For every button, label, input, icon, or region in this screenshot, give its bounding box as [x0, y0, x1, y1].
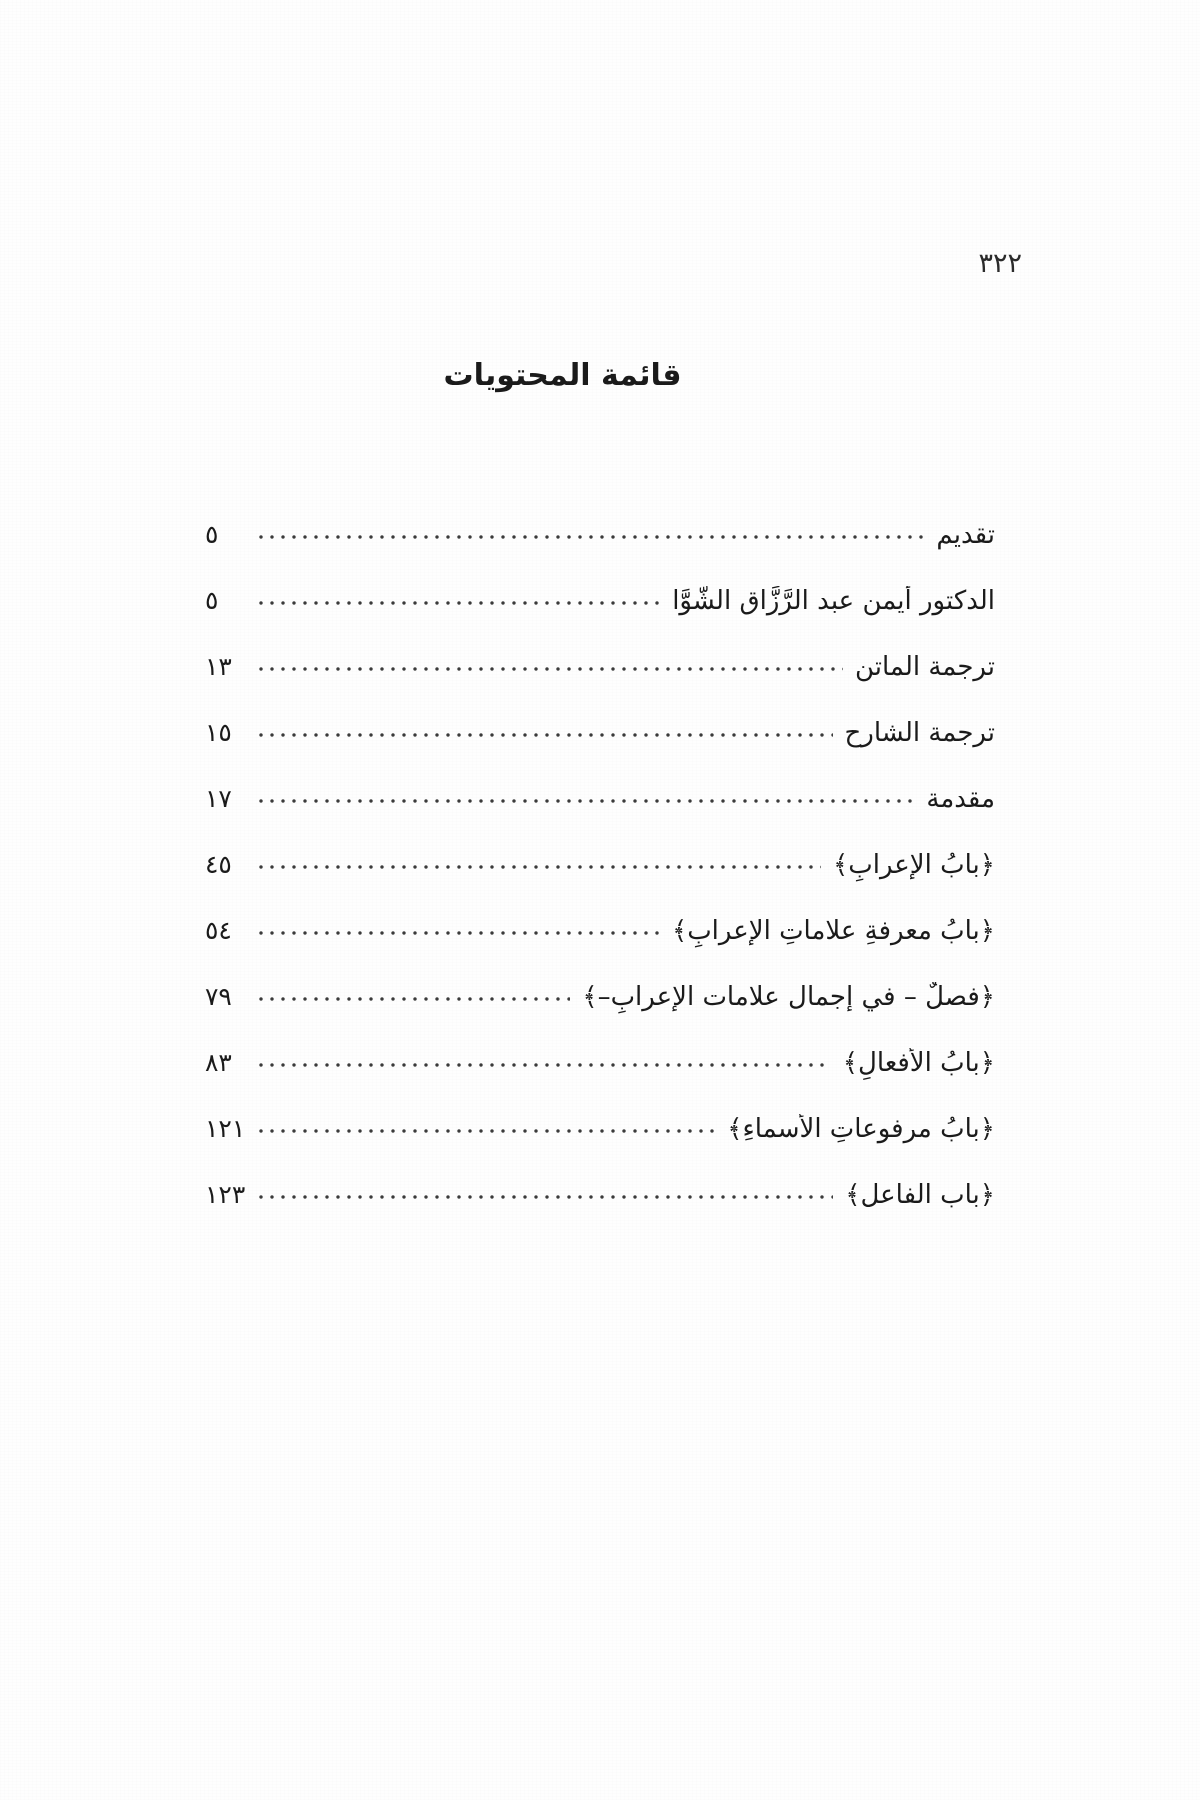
toc-entry[interactable]: [205, 652, 995, 718]
toc-entry-label: ﴿بابُ مرفوعاتِ الأسماءِ﴾: [727, 1114, 995, 1144]
toc-entry[interactable]: [205, 718, 995, 784]
table-of-contents-list: [205, 520, 995, 1246]
toc-entry-page-number: ٤٥: [205, 850, 232, 879]
toc-entry-label: ﴿بابُ الإعرابِ﴾: [833, 850, 995, 880]
toc-entry-page-number: ٥: [205, 520, 219, 549]
toc-dot-leader: [259, 791, 914, 807]
toc-entry-label: ﴿فصلٌ – في إجمال علامات الإعرابِ–﴾: [582, 982, 995, 1012]
toc-dot-leader: [259, 1121, 715, 1137]
toc-entry[interactable]: [205, 982, 995, 1048]
toc-entry-label: تقديم: [936, 520, 995, 550]
toc-entry-page-number: ١٢١: [205, 1114, 246, 1143]
toc-dot-leader: [259, 923, 660, 939]
toc-entry-label: ﴿بابُ الأفعالِ﴾: [842, 1048, 995, 1078]
toc-dot-leader: [259, 857, 821, 873]
page-title: قائمة المحتويات: [443, 358, 682, 393]
toc-entry-page-number: ٧٩: [205, 982, 232, 1011]
toc-entry-label: ﴿باب الفاعل﴾: [845, 1180, 995, 1210]
toc-entry-label: ﴿بابُ معرفةِ علاماتِ الإعرابِ﴾: [671, 916, 995, 946]
toc-entry-page-number: ٥٤: [205, 916, 232, 945]
toc-entry[interactable]: [205, 1114, 995, 1180]
toc-dot-leader: [259, 989, 570, 1005]
toc-dot-leader: [259, 1055, 831, 1071]
toc-entry-page-number: ٨٣: [205, 1048, 232, 1077]
toc-entry-label: ترجمة الماتن: [854, 652, 995, 682]
toc-entry[interactable]: [205, 784, 995, 850]
toc-entry[interactable]: [205, 850, 995, 916]
toc-entry[interactable]: [205, 520, 995, 586]
toc-entry[interactable]: [205, 586, 995, 652]
toc-entry-label: مقدمة: [926, 784, 995, 814]
toc-entry-page-number: ١٥: [205, 718, 232, 747]
toc-dot-leader: [259, 1187, 833, 1203]
toc-entry-page-number: ٥: [205, 586, 219, 615]
toc-dot-leader: [259, 725, 833, 741]
toc-entry-page-number: ١٢٣: [205, 1180, 246, 1209]
toc-entry[interactable]: [205, 1180, 995, 1246]
toc-dot-leader: [259, 659, 843, 675]
toc-entry-label: الدكتور أيمن عبد الرَّزَّاق الشَّوَّا: [672, 586, 995, 616]
toc-entry[interactable]: [205, 1048, 995, 1114]
toc-entry-page-number: ١٣: [205, 652, 232, 681]
toc-entry-label: ترجمة الشارح: [844, 718, 995, 748]
toc-entry[interactable]: [205, 916, 995, 982]
toc-dot-leader: [259, 593, 660, 609]
page-number: ٣٢٢: [978, 248, 1022, 279]
toc-entry-page-number: ١٧: [205, 784, 232, 813]
toc-dot-leader: [259, 527, 924, 543]
